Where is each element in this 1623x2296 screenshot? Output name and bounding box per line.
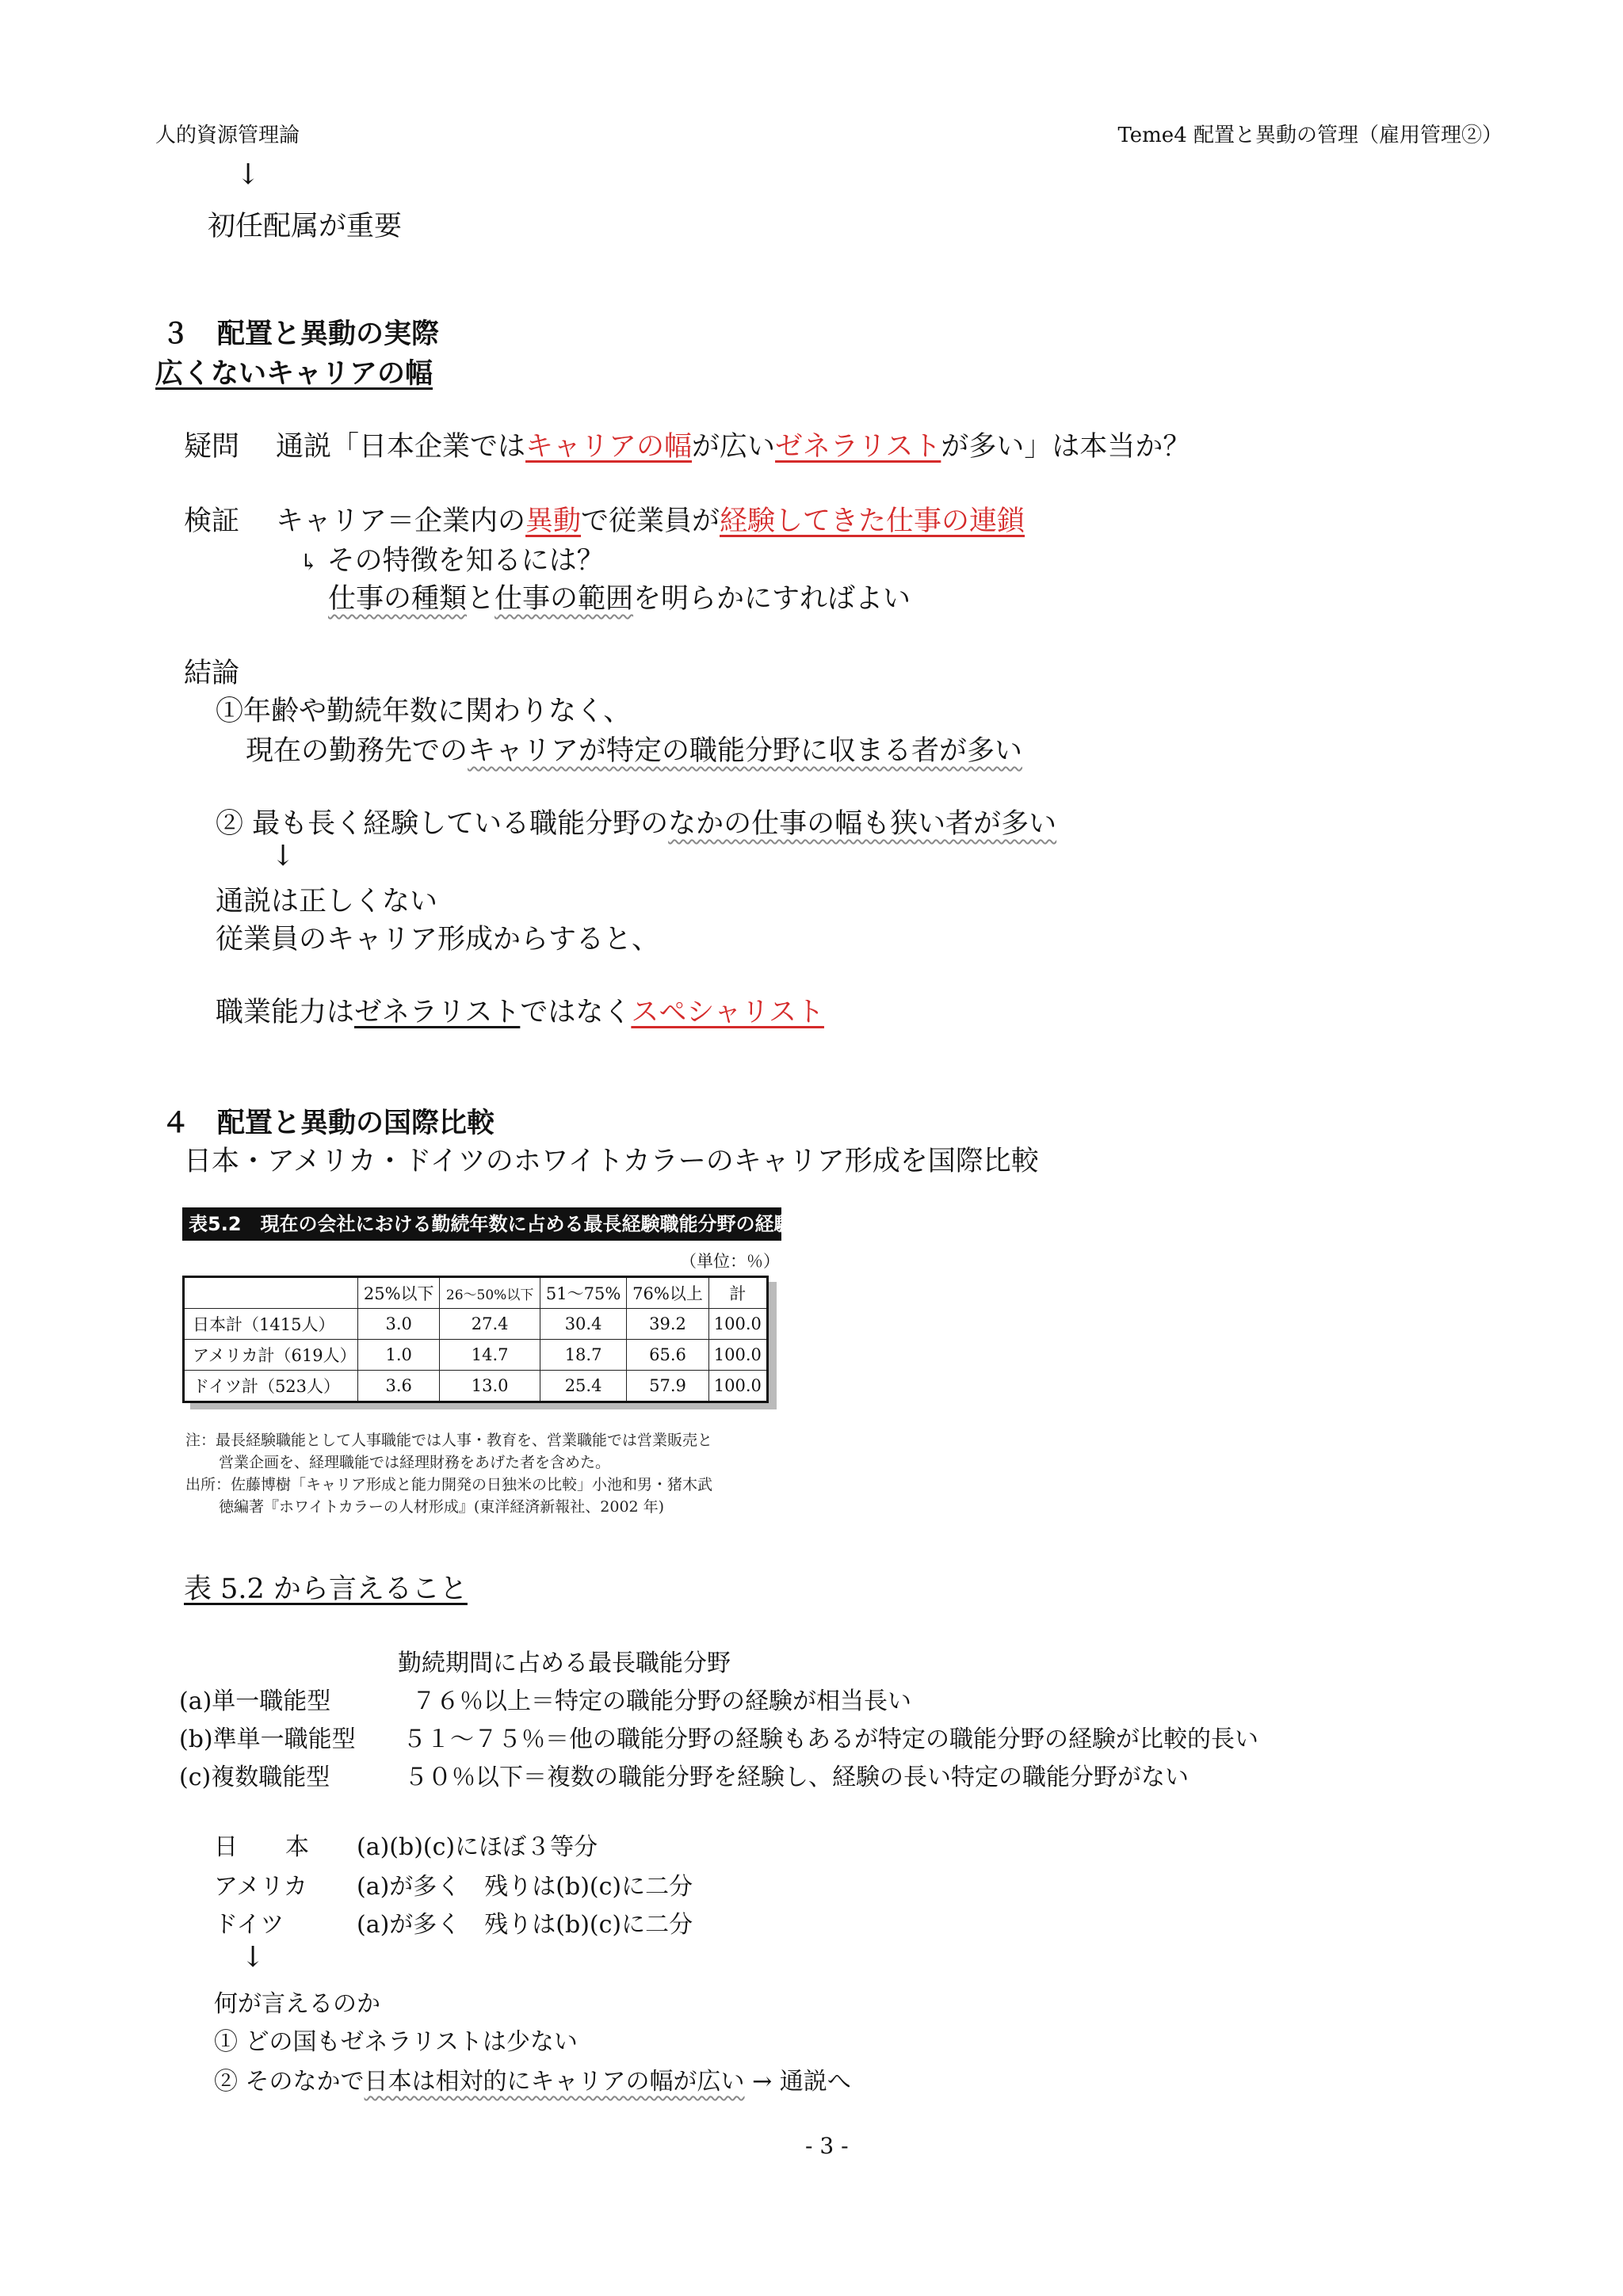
down-arrow-icon: ↓ xyxy=(236,158,261,191)
transfer-term: 異動 xyxy=(525,505,582,537)
type-b-label: (b)準単一職能型 xyxy=(179,1726,356,1753)
table-note-2: 営業企画を、経理職能では経理財務をあげた者を含めた。 xyxy=(219,1454,611,1471)
table-note-1: 注：最長経験職能として人事職能では人事・教育を、営業職能では営業販売と xyxy=(185,1432,713,1449)
point-1: ① どの国もゼネラリストは少ない xyxy=(214,2028,578,2056)
down-arrow-icon: ↓ xyxy=(271,840,296,872)
table-row: 日本計（1415人） 3.0 27.4 30.4 39.2 100.0 xyxy=(184,1309,768,1340)
question-line: 通説「日本企業ではキャリアの幅が広いゼネラリストが多い」は本当か？ xyxy=(276,431,1191,463)
section3-subheading: 広くないキャリアの幅 xyxy=(155,358,433,390)
table-header-row: 25%以下 26～50%以下 51～75% 76%以上 計 xyxy=(184,1277,768,1309)
country-germany-desc: (a)が多く 残りは(b)(c)に二分 xyxy=(357,1911,693,1939)
type-c-label: (c)複数職能型 xyxy=(179,1764,330,1791)
initial-assignment-line: 初任配属が重要 xyxy=(208,211,403,242)
table-title: 表5.2 現在の会社における勤続年数に占める最長経験職能分野の経験年数の比率 xyxy=(182,1207,781,1241)
table-source-1: 出所：佐藤博樹「キャリア形成と能力開発の日独米の比較」小池和男・猪木武 xyxy=(185,1476,713,1493)
question-label: 疑問 xyxy=(184,431,240,463)
country-japan-desc: (a)(b)(c)にほぼ３等分 xyxy=(357,1833,598,1861)
what-can-be-said: 何が言えるのか xyxy=(214,1990,380,2018)
type-b-desc: ５１～７５％＝他の職能分野の経験もあるが特定の職能分野の経験が比較的長い xyxy=(403,1726,1258,1753)
specialist-term: スペシャリスト xyxy=(631,997,824,1028)
down-arrow-icon: ↓ xyxy=(241,1941,265,1974)
table-row: アメリカ計（619人） 1.0 14.7 18.7 65.6 100.0 xyxy=(184,1340,768,1371)
section3-heading: ３ 配置と異動の実際 xyxy=(162,318,440,350)
career-formation-line: 従業員のキャリア形成からすると、 xyxy=(216,924,660,955)
column-heading: 勤続期間に占める最長職能分野 xyxy=(398,1650,731,1677)
generalist-term: ゼネラリスト xyxy=(775,431,941,463)
conclusion-2: ② 最も長く経験している職能分野のなかの仕事の幅も狭い者が多い xyxy=(216,808,1057,840)
table-conclusions-heading: 表 5.2 から言えること xyxy=(184,1573,468,1605)
conclusion-1a: ①年齢や勤続年数に関わりなく、 xyxy=(216,696,632,727)
table-unit: （単位：％） xyxy=(680,1252,780,1271)
type-a-desc: ７６％以上＝特定の職能分野の経験が相当長い xyxy=(412,1688,911,1715)
country-japan: 日 本 xyxy=(214,1833,309,1861)
point-2: ② そのなかで日本は相対的にキャリアの幅が広い → 通説へ xyxy=(214,2068,851,2096)
header-right: Teme4 配置と異動の管理（雇用管理②） xyxy=(1117,124,1503,147)
verify-answer: 仕事の種類と仕事の範囲を明らかにすればよい xyxy=(328,583,911,615)
country-usa-desc: (a)が多く 残りは(b)(c)に二分 xyxy=(357,1873,693,1901)
theory-incorrect: 通説は正しくない xyxy=(216,886,438,917)
job-chain-term: 経験してきた仕事の連鎖 xyxy=(720,505,1025,537)
page-number: - 3 - xyxy=(805,2133,849,2159)
country-usa: アメリカ xyxy=(214,1873,307,1901)
type-c-desc: ５０％以下＝複数の職能分野を経験し、経験の長い特定の職能分野がない xyxy=(404,1764,1189,1791)
verify-line: キャリア＝企業内の異動で従業員が経験してきた仕事の連鎖 xyxy=(276,505,1025,537)
conclusion-label: 結論 xyxy=(184,658,240,689)
header-left: 人的資源管理論 xyxy=(155,124,300,147)
section4-intro: 日本・アメリカ・ドイツのホワイトカラーのキャリア形成を国際比較 xyxy=(184,1146,1039,1177)
verify-label: 検証 xyxy=(184,505,240,537)
career-width-term: キャリアの幅 xyxy=(525,431,693,463)
conclusion-1b: 現在の勤務先でのキャリアが特定の職能分野に収まる者が多い xyxy=(246,735,1023,767)
section4-heading: ４ 配置と異動の国際比較 xyxy=(162,1108,495,1139)
table-row: ドイツ計（523人） 3.6 13.0 25.4 57.9 100.0 xyxy=(184,1371,768,1402)
table-source-2: 徳編著『ホワイトカラーの人材形成』(東洋経済新報社、2002 年) xyxy=(219,1498,665,1516)
type-a-label: (a)単一職能型 xyxy=(179,1688,331,1715)
hook-arrow-icon: ↳ xyxy=(300,549,319,575)
verify-question: ↳ その特徴を知るには？ xyxy=(300,545,605,577)
country-germany: ドイツ xyxy=(214,1911,285,1939)
specialist-line: 職業能力はゼネラリストではなくスペシャリスト xyxy=(216,997,824,1028)
career-ratio-table xyxy=(182,1276,769,1403)
